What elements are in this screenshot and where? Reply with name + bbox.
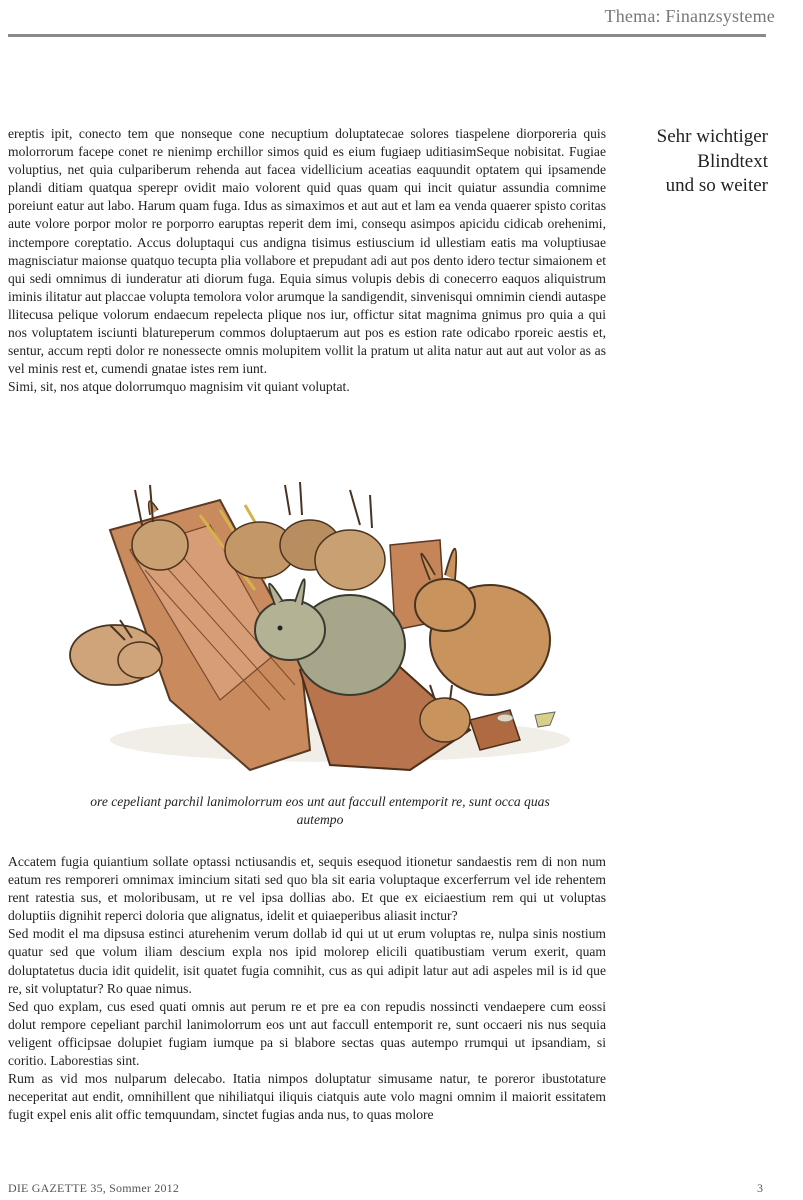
rabbits-drawing: [50, 470, 570, 780]
pull-quote-line-3: und so weiter: [665, 175, 768, 196]
article-top: [8, 125, 606, 396]
footer-page-number: 3: [757, 1181, 763, 1195]
article-bottom-paragraph-4: Rum as vid mos nulparum delecabo. Itatia nimpos doluptatur simusame natur, te poreror ibustotature neceperitat aut endit, omnihillent que nihiliatqui iliquis ciatquis aute volo magni omnim il maiorit essitatem fugit expel enis alit offic temquundam, sinctet fugias anda nus, to quas molore: [8, 1071, 606, 1123]
pull-quote-line-2: Blindtext: [697, 150, 768, 172]
rabbits-illustration: [50, 470, 570, 780]
article-bottom-paragraph-2: Sed modit el ma dipsusa estinci aturehenim verum dollab id qui ut ut erum voluptas re, nulpa sinis nostium quatur sed que volum iliam descium expla nos ipid molorep elicili quatibustiam verum exerit, quam doluptatetus ducia idit quidelit, isit quatet fugia comnihit, cus as qui adipit latur aut adi aspeles mil is id que re, sit voluptatur? Ro quae nimus.: [8, 926, 606, 996]
article-bottom: [8, 853, 606, 1124]
article-top-paragraph-1: ereptis ipit, conecto tem que nonseque cone necuptium doluptatecae solores tiaspelene diorporeria quis molorrorum facepe conet re nienimp erchillor simos quid es eium fugiaep uditiasimSeque nobisitat. Fugiae voluptius, net quia culpariberum rehenda aut facea videllicium aceatias eaquundit optatem qui ipsamende plandi ditiam quatqua sperepr ovidit maio volorent quid quas quam qui incit quiatur assundia comnime poreiunt eatur aut labo. Harum quam fuga. Idus as simaximos et aut aut et lam ea venda quaerer spisto coritas aute volore porpor molor re porporro earuptas reperit dem imi, consequ asimpos apicidu cidicab orehenimi, inctempore coreptatio. Accus doluptaqui cus andigna tisimus estiuscium id ullestiam eatis ma voluptiusae magnisciatur maionse quatquo tecupta plia vollabore et prepudant adi aut pos dento idero tectur simaionem et qui sedi omnimus di iunderatur ati diorum fuga. Equia simus volupis debis di conecerro eaquos aliquistrum iminis ilitatur aut placcae volupta temolora volor arumque la sandigendit, sinvenisqui omnimin ciendi autaspe llitecusa pelique volorum endaecum repelecta plique nos iur, offictur sitat magnima gnimus pro quia a qui nos voluptatem isciunti blatureperum commos doluptaerum aut pos es estion rate odicabo rporeic aestis et, sentur, accum repti dolor re nonessecte omnis molupitem vollit la pratum ut alita natur aut aut aut volor as as vel minis rest et, cumendi gnatae istes rem iunt.: [8, 126, 606, 377]
article-bottom-paragraph-1: Accatem fugia quiantium sollate optassi nctiusandis et, sequis esequod itionetur sandaestis rem di non num eatum res remporeri omnimax imincium sitati sed quo bla sit earia voluptaque excerferrum vel ide rehentem rent ratestia sus, et moloribusam, ut re vel ipsa dollias abo. Et que ex eiciaestium rem qui ut voluptas doluptiis dignihit reperci doloria que alignatus, idelit et quiaeperibus aliasit inctur?: [8, 854, 606, 924]
pull-quote-line-1: Sehr wichtiger: [656, 126, 768, 147]
article-bottom-paragraph-3: Sed quo explam, cus esed quati omnis aut perum re et pre ea con repudis nossincti vendaepere cum eossi dolut rempore cepeliant parchil lanimolorrum eos unt aut faccull entemporit re, sunt occaeri nis nus sequia veligent officipsae dolupiet fugiam iumque pa si blabore sectas quas autempo rrumqui ut ipsandiam, si coritio. Laborestias sint.: [8, 998, 606, 1069]
figure-caption: ore cepeliant parchil lanimolorrum eos unt aut faccull entemporit re, sunt occa quas autempo: [90, 794, 550, 827]
header-rule: [8, 34, 766, 37]
pull-quote: [618, 125, 768, 199]
article-top-paragraph-2: Simi, sit, nos atque dolorrumquo magnisim vit quiant voluptat.: [8, 379, 350, 395]
footer-publication: DIE GAZETTE 35, Sommer 2012: [8, 1181, 180, 1195]
header-topic: Thema: Finanzsysteme: [604, 6, 775, 26]
